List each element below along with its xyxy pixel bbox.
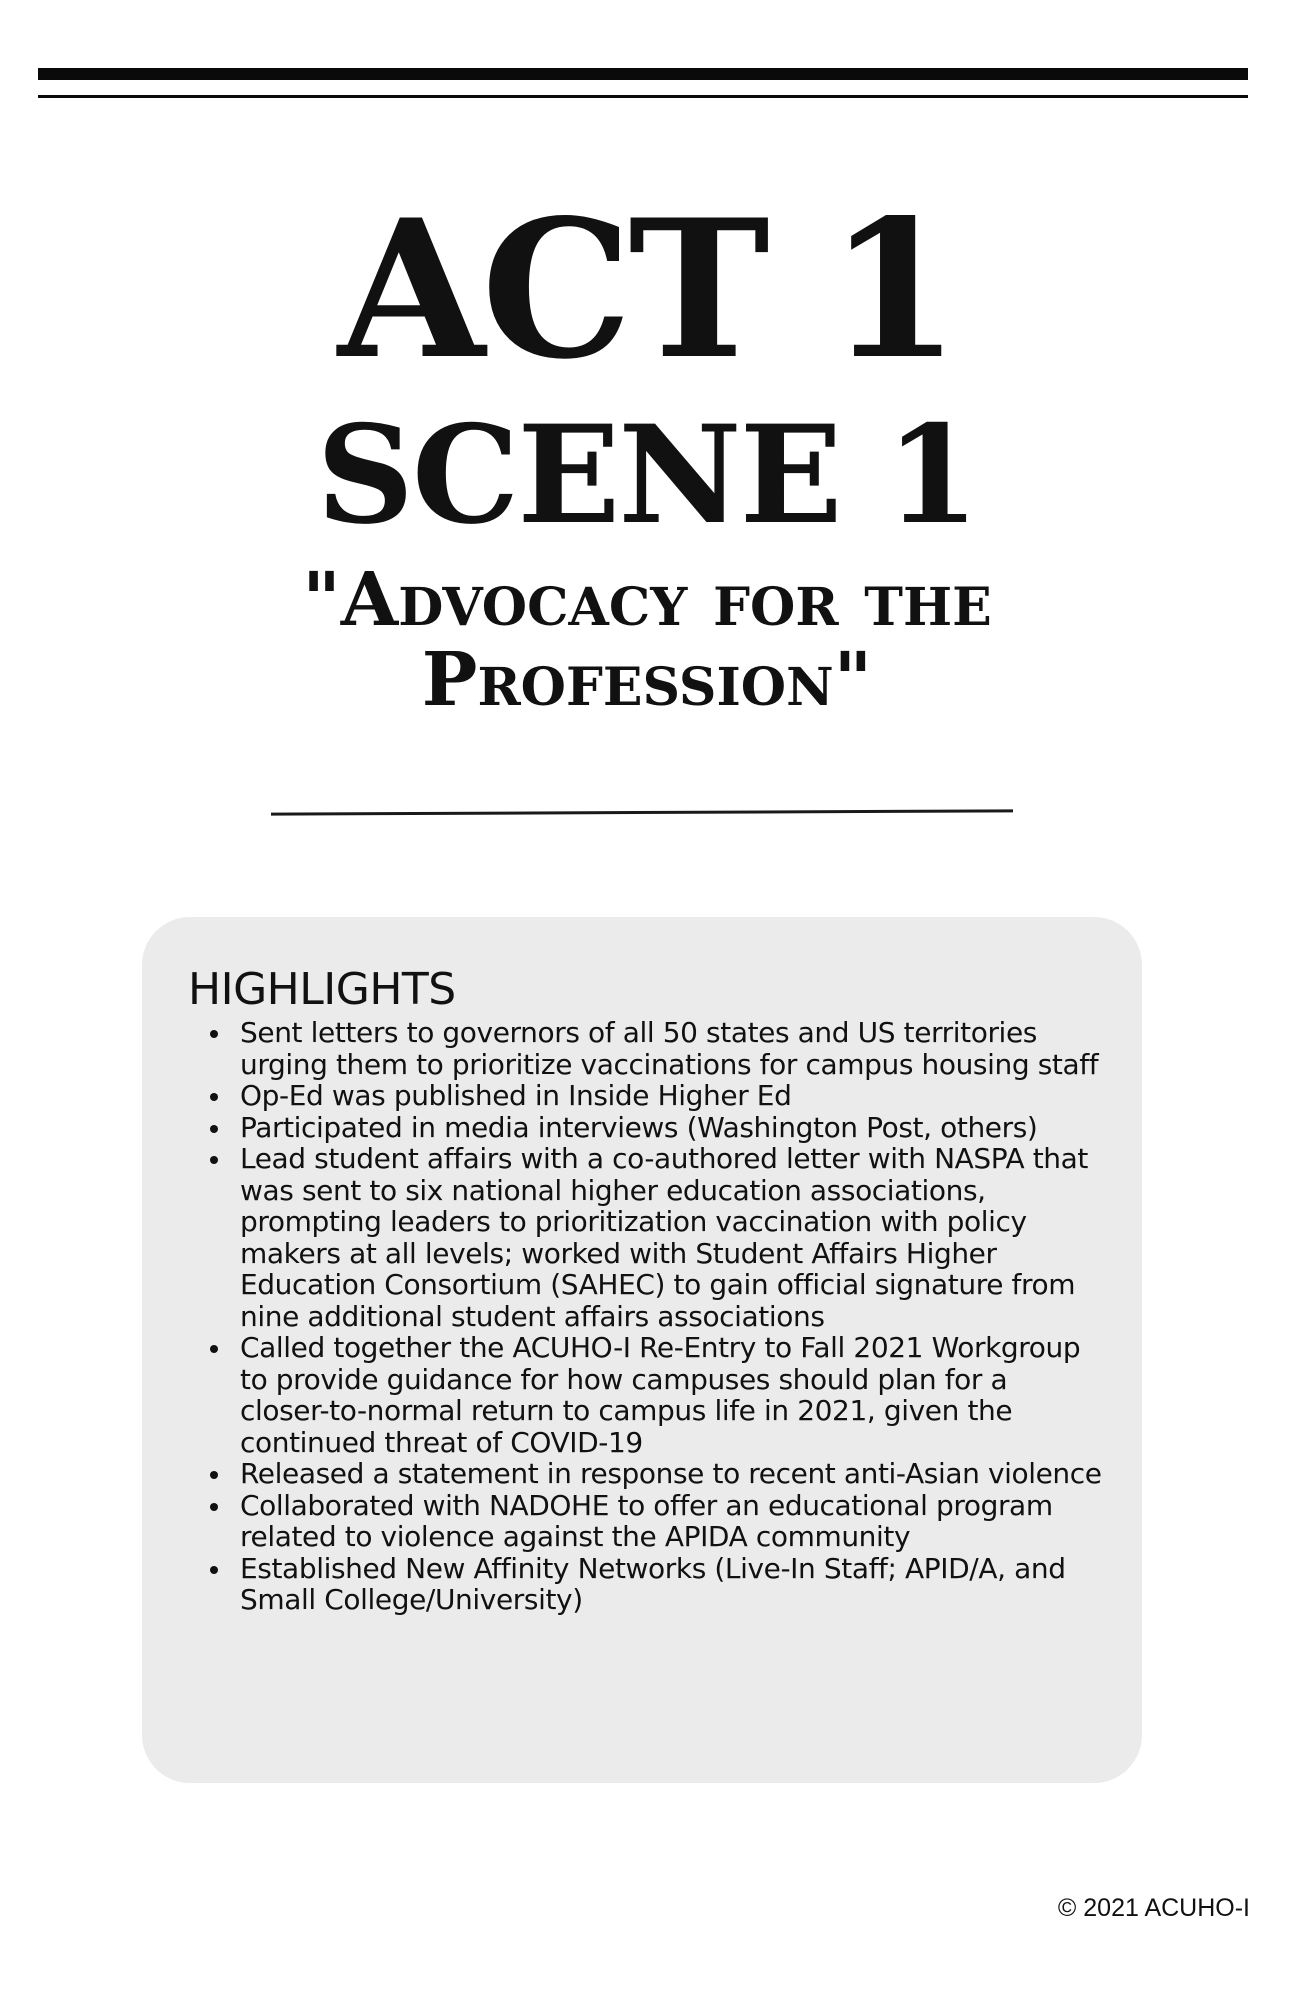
scene-title: SCENE 1 — [316, 395, 978, 554]
list-item: Collaborated with NADOHE to offer an educational program related to violence against the APIDA community — [188, 1490, 1102, 1553]
top-rule-thin — [38, 95, 1248, 98]
act-title: ACT 1 — [337, 178, 957, 401]
highlights-heading: HIGHLIGHTS — [188, 964, 456, 1015]
list-item: Op-Ed was published in Inside Higher Ed — [188, 1080, 1102, 1112]
copyright-notice: © 2021 ACUHO-I — [1057, 1894, 1250, 1922]
subtitle: "Advocacy for the Profession" — [302, 557, 992, 723]
list-item: Sent letters to governors of all 50 states and US territories urging them to prioritize vaccinations for campus housing staff — [188, 1017, 1102, 1080]
top-rule-thick — [38, 68, 1248, 80]
list-item: Released a statement in response to recent anti-Asian violence — [188, 1458, 1102, 1490]
list-item: Established New Affinity Networks (Live-In Staff; APID/A, and Small College/University) — [188, 1553, 1102, 1616]
list-item: Participated in media interviews (Washington Post, others) — [188, 1112, 1102, 1144]
list-item: Lead student affairs with a co-authored letter with NASPA that was sent to six national higher education associations, prompting leaders to prioritization vaccination with policy makers at all levels; worked with Student Affairs Higher Education Consortium (SAHEC) to gain official signature from nine additional student affairs associations — [188, 1143, 1102, 1332]
highlights-box — [142, 917, 1142, 1783]
list-item: Called together the ACUHO-I Re-Entry to Fall 2021 Workgroup to provide guidance for how campuses should plan for a closer-to-normal return to campus life in 2021, given the continued threat of COVID-19 — [188, 1332, 1102, 1458]
highlights-list — [188, 1017, 1102, 1616]
title-divider — [271, 809, 1013, 815]
